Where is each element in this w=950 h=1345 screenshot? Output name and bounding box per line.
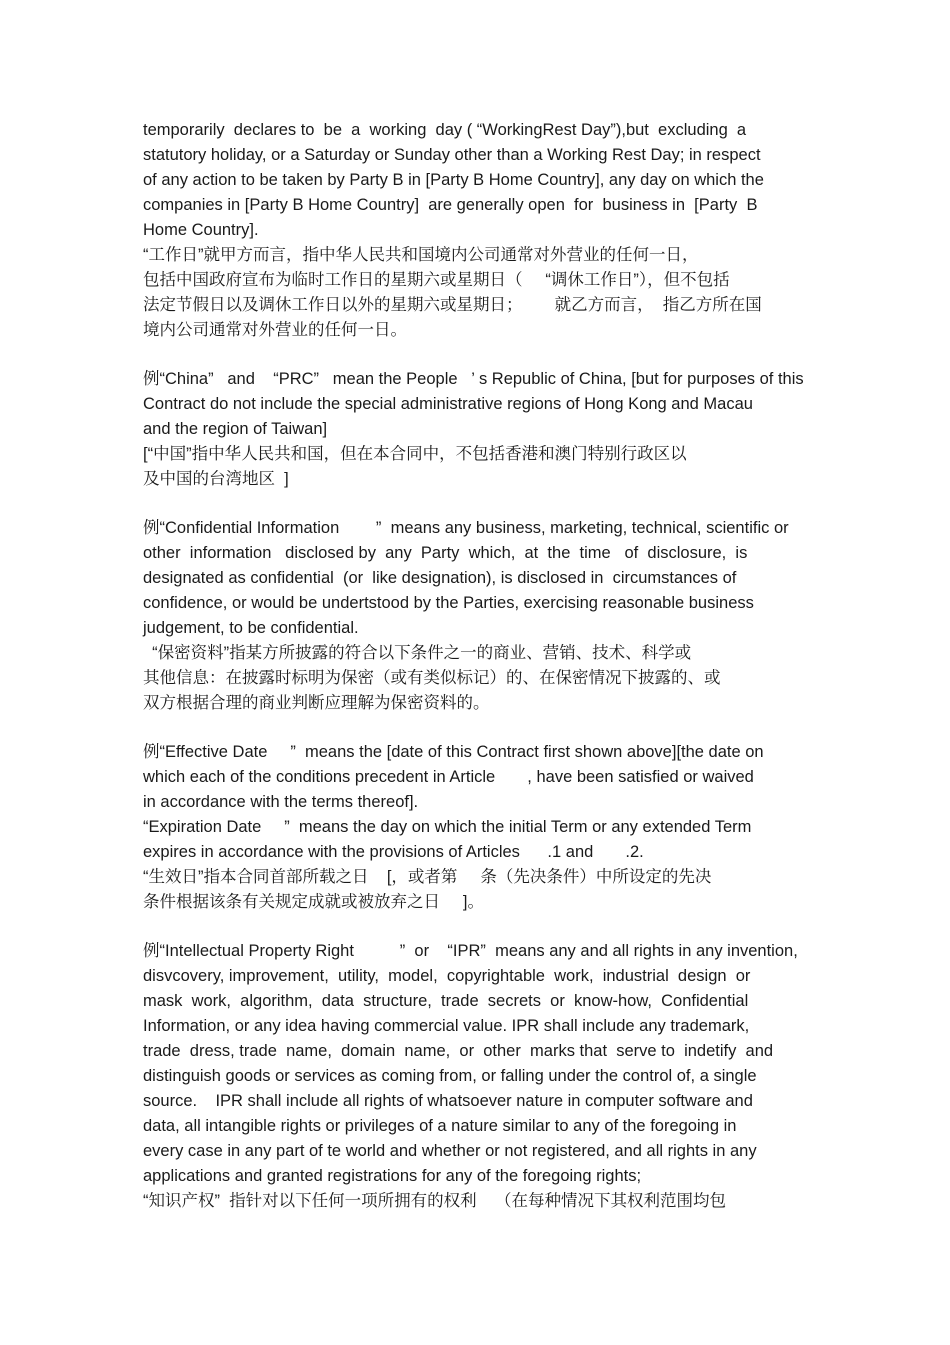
- text-line: 例“Effective Date ” means the [date of this Contract first shown above][the date on: [143, 743, 764, 761]
- paragraph-spacer: [143, 716, 913, 740]
- text-line: “生效日”指本合同首部所载之日 [，或者第 条（先决条件）中所设定的先决: [143, 868, 712, 886]
- text-line: 及中国的台湾地区 ]: [143, 470, 289, 488]
- text-line: “保密资料”指某方所披露的符合以下条件之一的商业、营销、技术、科学或: [143, 644, 692, 662]
- text-line: Information, or any idea having commercial value. IPR shall include any trademark,: [143, 1017, 750, 1035]
- text-line: in accordance with the terms thereof].: [143, 793, 419, 811]
- paragraph-working-day: [143, 118, 913, 343]
- text-line: which each of the conditions precedent in Article , have been satisfied or waived: [143, 768, 754, 786]
- text-line: 条件根据该条有关规定成就或被放弃之日 ]。: [143, 893, 485, 911]
- text-line: distinguish goods or services as coming from, or falling under the control of, a single: [143, 1067, 757, 1085]
- text-line: “知识产权” 指针对以下任何一项所拥有的权利 （在每种情况下其权利范围均包: [143, 1192, 726, 1210]
- text-line: 法定节假日以及调休工作日以外的星期六或星期日； 就乙方而言， 指乙方所在国: [143, 296, 762, 314]
- document-body: [143, 118, 913, 1214]
- text-line: applications and granted registrations for any of the foregoing rights;: [143, 1167, 642, 1185]
- text-line: companies in [Party B Home Country] are generally open for business in [Party B: [143, 196, 758, 214]
- text-line: 例“Intellectual Property Right ” or “IPR” means any and all rights in any invention,: [143, 942, 798, 960]
- paragraph-spacer: [143, 343, 913, 367]
- text-line: “工作日”就甲方而言，指中华人民共和国境内公司通常对外营业的任何一日，: [143, 246, 699, 264]
- text-line: confidence, or would be undertstood by the Parties, exercising reasonable business: [143, 594, 754, 612]
- text-line: 例“Confidential Information ” means any business, marketing, technical, scientific or: [143, 519, 789, 537]
- paragraph-effective-date: [143, 740, 913, 915]
- paragraph-china-definition: [143, 367, 913, 492]
- text-line: [“中国”指中华人民共和国，但在本合同中，不包括香港和澳门特别行政区以: [143, 445, 687, 463]
- text-line: source. IPR shall include all rights of whatsoever nature in computer software and: [143, 1092, 753, 1110]
- text-line: data, all intangible rights or privileges of a nature similar to any of the foregoing in: [143, 1117, 737, 1135]
- text-line: “Expiration Date ” means the day on which the initial Term or any extended Term: [143, 818, 752, 836]
- text-line: disvcovery, improvement, utility, model, copyrightable work, industrial design or: [143, 967, 751, 985]
- text-line: Contract do not include the special administrative regions of Hong Kong and Macau: [143, 395, 753, 413]
- text-line: Home Country].: [143, 221, 259, 239]
- text-line: statutory holiday, or a Saturday or Sunday other than a Working Rest Day; in respect: [143, 146, 761, 164]
- text-line: mask work, algorithm, data structure, trade secrets or know-how, Confidential: [143, 992, 749, 1010]
- paragraph-confidential-information: [143, 516, 913, 716]
- text-line: 境内公司通常对外营业的任何一日。: [143, 321, 407, 339]
- text-line: designated as confidential (or like designation), is disclosed in circumstances of: [143, 569, 737, 587]
- text-line: 例“China” and “PRC” mean the People ’ s Republic of China, [but for purposes of this: [143, 370, 804, 388]
- text-line: and the region of Taiwan]: [143, 420, 328, 438]
- paragraph-spacer: [143, 915, 913, 939]
- paragraph-intellectual-property: [143, 939, 913, 1214]
- text-line: of any action to be taken by Party B in [Party B Home Country], any day on which the: [143, 171, 764, 189]
- text-line: 双方根据合理的商业判断应理解为保密资料的。: [143, 694, 490, 712]
- text-line: judgement, to be confidential.: [143, 619, 359, 637]
- text-line: temporarily declares to be a working day ( “WorkingRest Day”),but excluding a: [143, 121, 747, 139]
- text-line: trade dress, trade name, domain name, or other marks that serve to indetify and: [143, 1042, 774, 1060]
- text-line: 其他信息：在披露时标明为保密（或有类似标记）的、在保密情况下披露的、或: [143, 669, 721, 687]
- text-line: 包括中国政府宣布为临时工作日的星期六或星期日（ “调休工作日”），但不包括: [143, 271, 730, 289]
- text-line: expires in accordance with the provisions of Articles .1 and .2.: [143, 843, 644, 861]
- text-line: every case in any part of te world and whether or not registered, and all rights in any: [143, 1142, 757, 1160]
- text-line: other information disclosed by any Party which, at the time of disclosure, is: [143, 544, 748, 562]
- paragraph-spacer: [143, 492, 913, 516]
